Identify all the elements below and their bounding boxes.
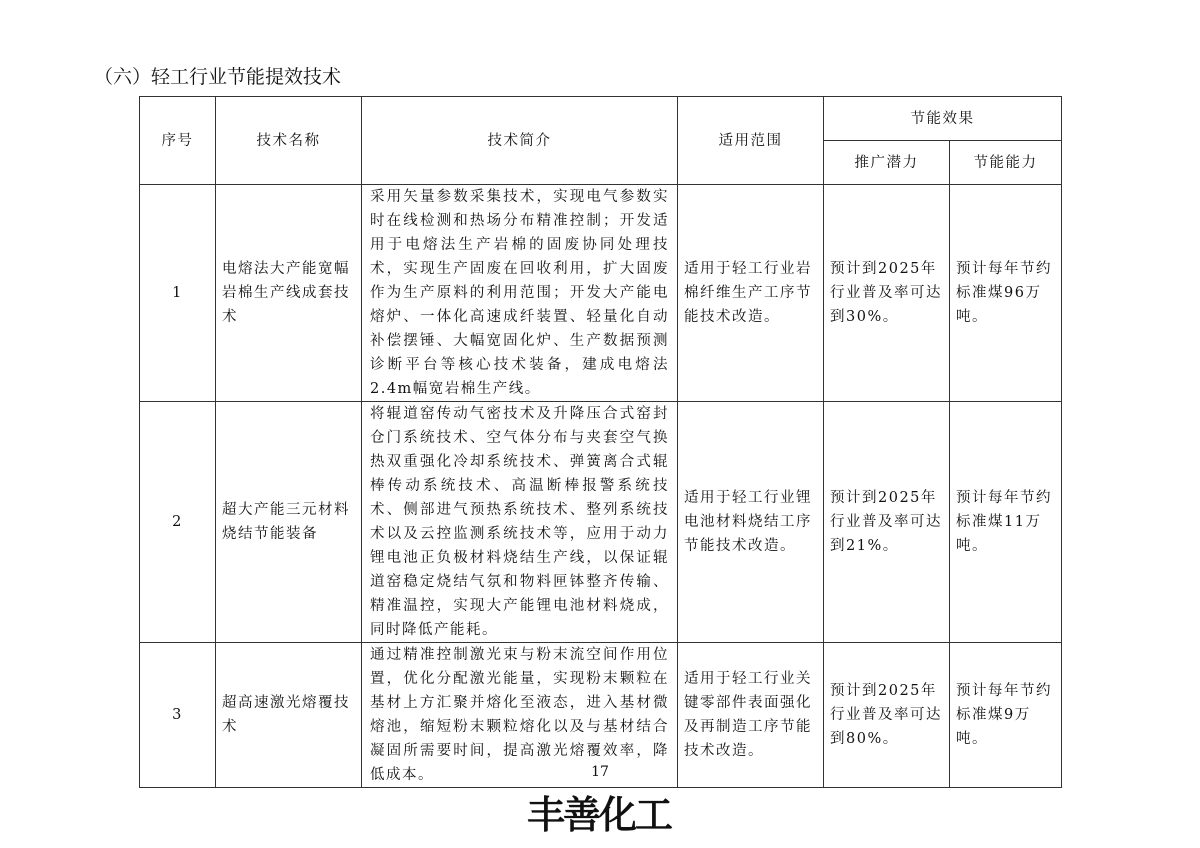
row-desc: 将辊道窑传动气密技术及升降压合式窑封仓门系统技术、空气体分布与夹套空气换热双重强化冷却系统技术、弹簧离合式辊棒传动系统技术、高温断棒报警系统技术、侧部进气预热系统技术、整列系统技术以及云控监测系统技术等，应用于动力锂电池正负极材料烧结生产线，以保证辊道窑稳定烧结气氛和物料匣钵整齐传输、精准温控，实现大产能锂电池材料烧成，同时降低产能耗。	[362, 402, 678, 643]
header-desc: 技术简介	[362, 97, 678, 185]
header-no: 序号	[140, 97, 216, 185]
row-desc: 采用矢量参数采集技术，实现电气参数实时在线检测和热场分布精准控制；开发适用于电熔法生产岩棉的固废协同处理技术，实现生产固废在回收利用，扩大固废作为生产原料的利用范围；开发大产能电熔炉、一体化高速成纤装置、轻量化自动补偿摆锤、大幅宽固化炉、生产数据预测诊断平台等核心技术装备，建成电熔法2.4m幅宽岩棉生产线。	[362, 185, 678, 402]
row-scope: 适用于轻工行业岩棉纤维生产工序节能技术改造。	[678, 185, 824, 402]
row-name: 超高速激光熔覆技术	[216, 643, 362, 788]
row-capacity: 预计每年节约标准煤96万吨。	[950, 185, 1062, 402]
header-capacity: 节能能力	[950, 141, 1062, 185]
row-capacity: 预计每年节约标准煤9万吨。	[950, 643, 1062, 788]
row-name: 电熔法大产能宽幅岩棉生产线成套技术	[216, 185, 362, 402]
watermark: 丰善化工	[527, 793, 672, 837]
header-name: 技术名称	[216, 97, 362, 185]
table-row	[140, 402, 1062, 643]
header-potential: 推广潜力	[824, 141, 950, 185]
row-potential: 预计到2025年行业普及率可达到80%。	[824, 643, 950, 788]
row-potential: 预计到2025年行业普及率可达到21%。	[824, 402, 950, 643]
row-desc: 通过精准控制激光束与粉末流空间作用位置，优化分配激光能量，实现粉末颗粒在基材上方汇聚并熔化至液态，进入基材微熔池，缩短粉末颗粒熔化以及与基材结合凝固所需要时间，提高激光熔覆效率，降低成本。	[362, 643, 678, 788]
row-no: 2	[140, 402, 216, 643]
row-capacity: 预计每年节约标准煤11万吨。	[950, 402, 1062, 643]
technology-table	[139, 96, 1062, 788]
row-scope: 适用于轻工行业锂电池材料烧结工序节能技术改造。	[678, 402, 824, 643]
row-potential: 预计到2025年行业普及率可达到30%。	[824, 185, 950, 402]
row-no: 1	[140, 185, 216, 402]
page-number: 17	[591, 764, 609, 780]
section-title: （六）轻工行业节能提效技术	[94, 66, 342, 88]
header-scope: 适用范围	[678, 97, 824, 185]
table-row	[140, 185, 1062, 402]
header-effect: 节能效果	[824, 97, 1062, 141]
header-row	[140, 97, 1062, 141]
row-scope: 适用于轻工行业关键零部件表面强化及再制造工序节能技术改造。	[678, 643, 824, 788]
row-name: 超大产能三元材料烧结节能装备	[216, 402, 362, 643]
row-no: 3	[140, 643, 216, 788]
